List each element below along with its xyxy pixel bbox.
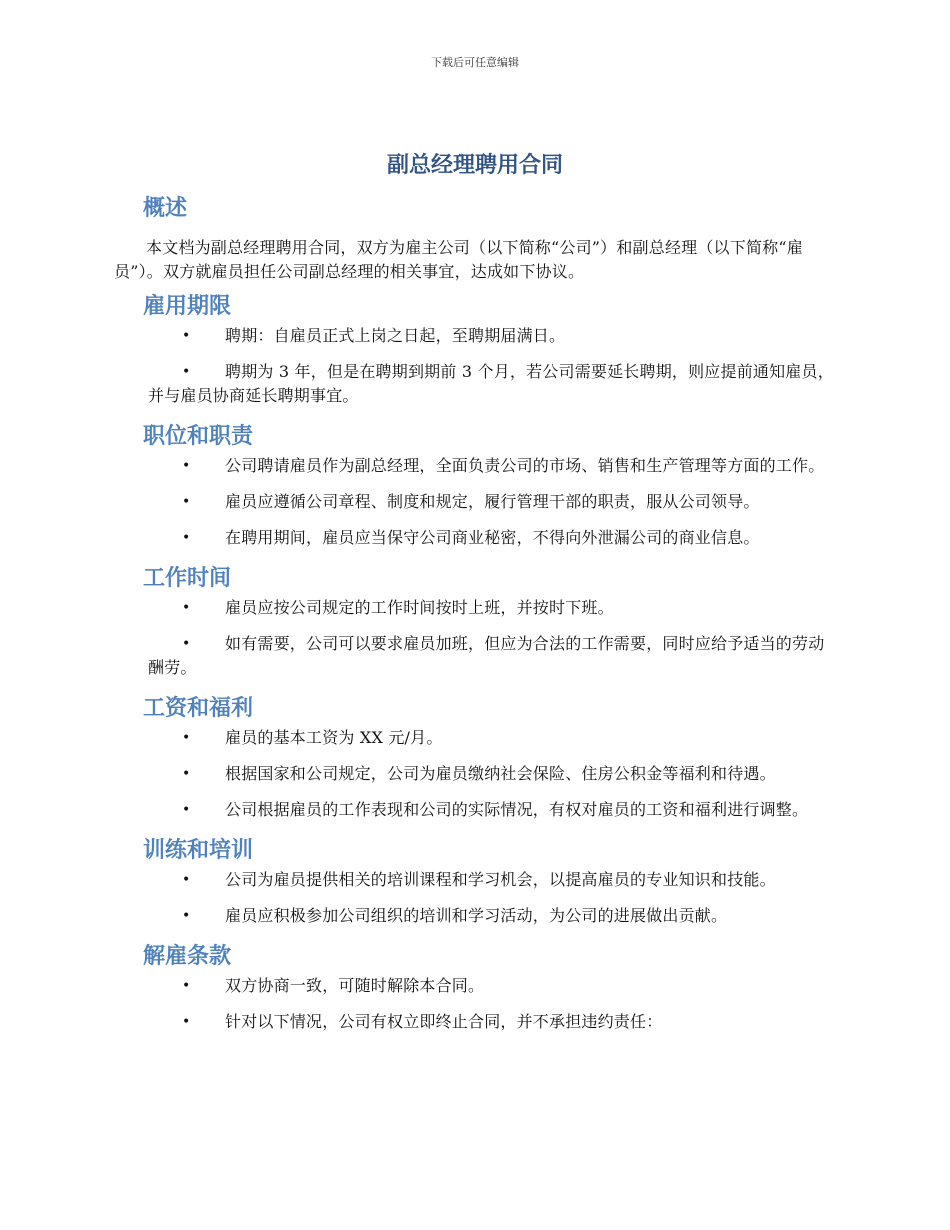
bullet-icon: • bbox=[182, 364, 191, 380]
document-body bbox=[114, 192, 840, 1046]
bullet-icon: • bbox=[182, 458, 191, 474]
list-item-text: 根据国家和公司规定，公司为雇员缴纳社会保险、住房公积金等福利和待遇。 bbox=[225, 764, 776, 783]
list-item bbox=[148, 526, 840, 550]
section-duties bbox=[114, 420, 840, 550]
bullet-icon: • bbox=[182, 730, 191, 746]
bullet-icon: • bbox=[182, 1014, 191, 1030]
section-heading: 雇用期限 bbox=[143, 294, 232, 319]
bullet-icon: • bbox=[182, 978, 191, 994]
section-overview bbox=[114, 192, 840, 284]
section-heading: 工作时间 bbox=[143, 566, 232, 591]
list-item bbox=[148, 360, 840, 408]
list-item-text: 如有需要，公司可以要求雇员加班，但应为合法的工作需要，同时应给予适当的劳动酬劳。 bbox=[148, 634, 825, 677]
list-item bbox=[148, 596, 840, 620]
bullet-list bbox=[114, 454, 840, 550]
list-item-text: 雇员的基本工资为 XX 元/月。 bbox=[225, 728, 443, 747]
header-note: 下载后可任意编辑 bbox=[431, 56, 519, 69]
list-item bbox=[148, 1010, 840, 1034]
list-item bbox=[148, 762, 840, 786]
bullet-list bbox=[114, 974, 840, 1034]
list-item bbox=[148, 868, 840, 892]
list-item-text: 公司为雇员提供相关的培训课程和学习机会，以提高雇员的专业知识和技能。 bbox=[225, 870, 776, 889]
bullet-icon: • bbox=[182, 328, 191, 344]
list-item-text: 公司聘请雇员作为副总经理，全面负责公司的市场、销售和生产管理等方面的工作。 bbox=[225, 456, 825, 475]
list-item-text: 雇员应按公司规定的工作时间按时上班，并按时下班。 bbox=[225, 598, 614, 617]
list-item bbox=[148, 798, 840, 822]
bullet-list bbox=[114, 596, 840, 680]
list-item bbox=[148, 974, 840, 998]
section-training bbox=[114, 834, 840, 928]
list-item bbox=[148, 632, 840, 680]
list-item-text: 公司根据雇员的工作表现和公司的实际情况，有权对雇员的工资和福利进行调整。 bbox=[225, 800, 809, 819]
list-item-text: 聘期：自雇员正式上岗之日起，至聘期届满日。 bbox=[225, 326, 566, 345]
list-item bbox=[148, 490, 840, 514]
list-item bbox=[148, 726, 840, 750]
bullet-list bbox=[114, 726, 840, 822]
bullet-icon: • bbox=[182, 530, 191, 546]
list-item-text: 双方协商一致，可随时解除本合同。 bbox=[225, 976, 485, 995]
bullet-icon: • bbox=[182, 766, 191, 782]
bullet-list bbox=[114, 868, 840, 928]
section-heading: 训练和培训 bbox=[143, 838, 254, 863]
section-heading: 职位和职责 bbox=[143, 424, 254, 449]
list-item-text: 雇员应积极参加公司组织的培训和学习活动，为公司的进展做出贡献。 bbox=[225, 906, 728, 925]
bullet-list bbox=[114, 324, 840, 408]
intro-paragraph: 本文档为副总经理聘用合同，双方为雇主公司（以下简称“公司”）和副总经理（以下简称“雇员”）。双方就雇员担任公司副总经理的相关事宜，达成如下协议。 bbox=[114, 238, 803, 281]
bullet-icon: • bbox=[182, 494, 191, 510]
list-item bbox=[148, 904, 840, 928]
list-item bbox=[148, 324, 840, 348]
list-item bbox=[148, 454, 840, 478]
section-term bbox=[114, 290, 840, 408]
section-heading: 概述 bbox=[143, 196, 188, 221]
bullet-icon: • bbox=[182, 872, 191, 888]
bullet-icon: • bbox=[182, 600, 191, 616]
bullet-icon: • bbox=[182, 908, 191, 924]
list-item-text: 针对以下情况，公司有权立即终止合同，并不承担违约责任： bbox=[225, 1012, 663, 1031]
section-salary bbox=[114, 692, 840, 822]
list-item-text: 雇员应遵循公司章程、制度和规定，履行管理干部的职责，服从公司领导。 bbox=[225, 492, 760, 511]
section-heading: 工资和福利 bbox=[143, 696, 254, 721]
bullet-icon: • bbox=[182, 636, 191, 652]
section-hours bbox=[114, 562, 840, 680]
bullet-icon: • bbox=[182, 802, 191, 818]
list-item-text: 聘期为 3 年，但是在聘期到期前 3 个月，若公司需要延长聘期，则应提前通知雇员，并与雇员协商延长聘期事宜。 bbox=[148, 362, 834, 405]
section-termination bbox=[114, 940, 840, 1034]
section-heading: 解雇条款 bbox=[143, 944, 232, 969]
list-item-text: 在聘用期间，雇员应当保守公司商业秘密，不得向外泄漏公司的商业信息。 bbox=[225, 528, 760, 547]
document-title: 副总经理聘用合同 bbox=[386, 153, 563, 178]
